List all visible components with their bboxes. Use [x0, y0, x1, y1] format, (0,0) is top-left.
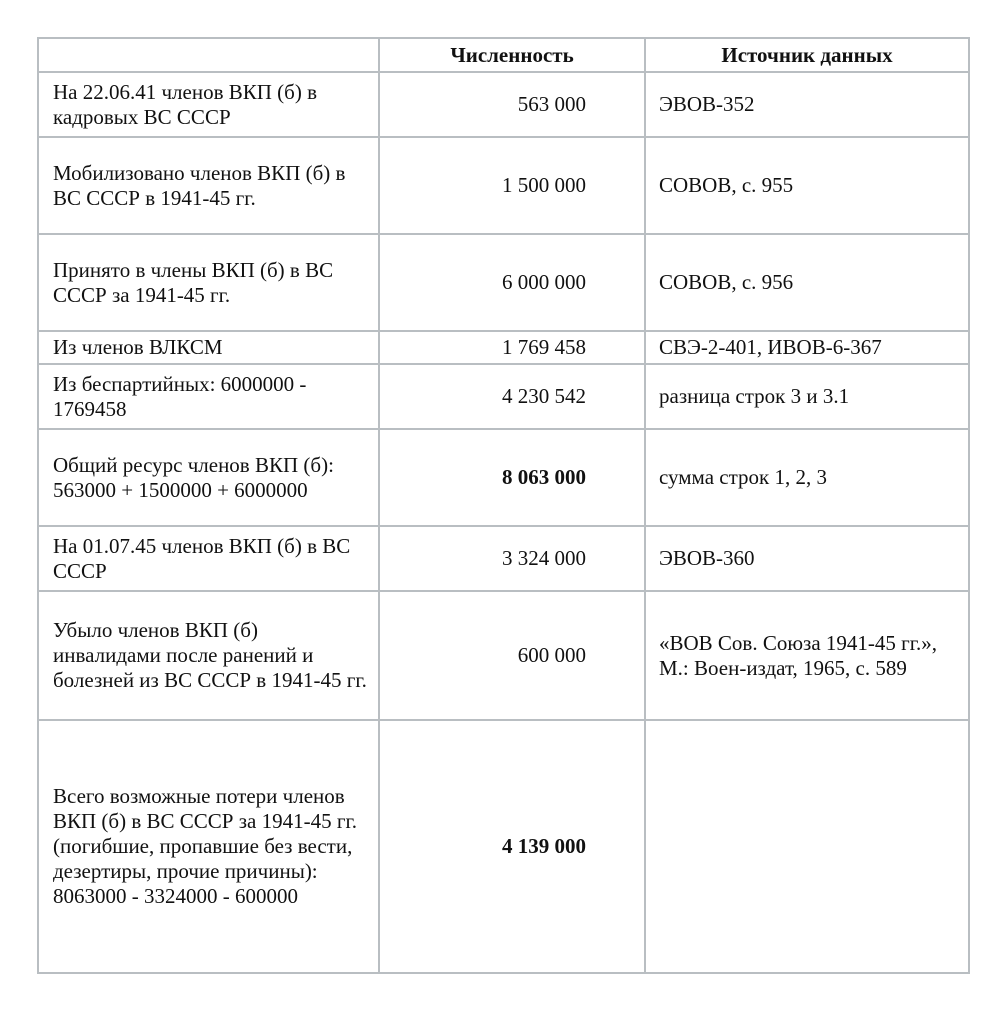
row-source: сумма строк 1, 2, 3 [645, 429, 969, 526]
header-description [38, 38, 379, 72]
row-description: Из членов ВЛКСМ [38, 331, 379, 364]
row-count: 6 000 000 [379, 234, 645, 331]
table-row [38, 364, 969, 429]
row-count: 4 230 542 [379, 364, 645, 429]
row-count: 1 769 458 [379, 331, 645, 364]
row-description: Всего возможные потери членов ВКП (б) в ВС СССР за 1941-45 гг. (погибшие, пропавшие без вести, дезертиры, прочие причины): 8063000 - 3324000 - 600000 [38, 720, 379, 973]
row-description: На 22.06.41 членов ВКП (б) в кадровых ВС СССР [38, 72, 379, 137]
row-description: Убыло членов ВКП (б) инвалидами после ранений и болезней из ВС СССР в 1941-45 гг. [38, 591, 379, 720]
row-count: 1 500 000 [379, 137, 645, 234]
table-row [38, 591, 969, 720]
header-source: Источник данных [645, 38, 969, 72]
row-description: Принято в члены ВКП (б) в ВС СССР за 1941-45 гг. [38, 234, 379, 331]
row-description: Общий ресурс членов ВКП (б): 563000 + 1500000 + 6000000 [38, 429, 379, 526]
table-row [38, 526, 969, 591]
row-source: ЭВОВ-360 [645, 526, 969, 591]
row-count: 563 000 [379, 72, 645, 137]
header-row [38, 38, 969, 72]
row-source: ЭВОВ-352 [645, 72, 969, 137]
row-count: 4 139 000 [379, 720, 645, 973]
row-description: Мобилизовано членов ВКП (б) в ВС СССР в 1941-45 гг. [38, 137, 379, 234]
row-count: 8 063 000 [379, 429, 645, 526]
row-source: СВЭ-2-401, ИВОВ-6-367 [645, 331, 969, 364]
party-members-table [37, 37, 970, 974]
header-count: Численность [379, 38, 645, 72]
row-source: разница строк 3 и 3.1 [645, 364, 969, 429]
row-source [645, 720, 969, 973]
row-source: СОВОВ, с. 955 [645, 137, 969, 234]
table-row [38, 429, 969, 526]
row-description: На 01.07.45 членов ВКП (б) в ВС СССР [38, 526, 379, 591]
table-row [38, 720, 969, 973]
table-row [38, 137, 969, 234]
row-count: 600 000 [379, 591, 645, 720]
row-description: Из беспартийных: 6000000 - 1769458 [38, 364, 379, 429]
row-source: СОВОВ, с. 956 [645, 234, 969, 331]
row-source: «ВОВ Сов. Союза 1941-45 гг.», М.: Воен-издат, 1965, с. 589 [645, 591, 969, 720]
row-count: 3 324 000 [379, 526, 645, 591]
table-row [38, 72, 969, 137]
table-row [38, 234, 969, 331]
table-row [38, 331, 969, 364]
